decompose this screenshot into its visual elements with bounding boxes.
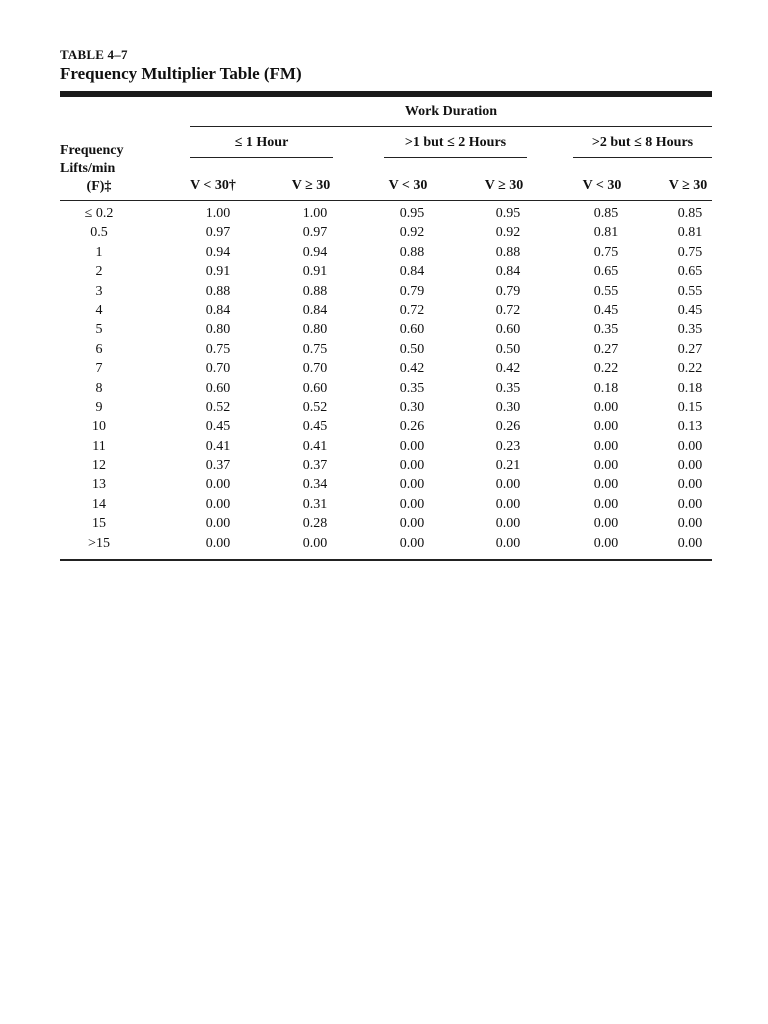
multiplier-cell: 0.88 <box>399 244 425 260</box>
frequency-cell: 9 <box>95 399 103 415</box>
frequency-cell: 6 <box>95 341 103 357</box>
subcolumn-heading: V < 30† <box>190 178 236 193</box>
f-symbol-label: (F)‡ <box>86 179 112 194</box>
multiplier-cell: 0.75 <box>593 244 619 260</box>
multiplier-cell: 0.00 <box>205 516 231 532</box>
table-body <box>60 206 712 555</box>
multiplier-cell: 0.42 <box>399 361 425 377</box>
multiplier-cell: 0.00 <box>302 535 328 551</box>
multiplier-cell: 0.45 <box>302 419 328 435</box>
multiplier-cell: 0.91 <box>302 264 328 280</box>
table-row <box>60 303 712 322</box>
multiplier-cell: 0.00 <box>205 535 231 551</box>
table-bottom-rule <box>60 559 712 561</box>
multiplier-cell: 0.35 <box>399 380 425 396</box>
multiplier-cell: 0.00 <box>495 516 521 532</box>
frequency-cell: 2 <box>95 264 103 280</box>
table-label: TABLE 4–7 <box>60 47 128 62</box>
multiplier-cell: 0.00 <box>495 535 521 551</box>
multiplier-cell: 0.00 <box>205 496 231 512</box>
frequency-cell: 0.5 <box>90 225 108 241</box>
frequency-cell: ≤ 0.2 <box>84 206 114 221</box>
table-row <box>60 477 712 496</box>
table-row <box>60 516 712 535</box>
multiplier-cell: 0.00 <box>399 477 425 493</box>
multiplier-cell: 0.27 <box>677 341 703 357</box>
multiplier-cell: 0.00 <box>593 535 619 551</box>
multiplier-cell: 0.72 <box>399 302 425 318</box>
multiplier-cell: 0.70 <box>302 361 328 377</box>
header-thick-rule <box>60 91 712 97</box>
group-rule-1-hour <box>190 157 333 158</box>
multiplier-cell: 0.60 <box>495 322 521 338</box>
multiplier-cell: 0.00 <box>593 477 619 493</box>
group-rule-1-to-2-hours <box>384 157 527 158</box>
multiplier-cell: 0.37 <box>302 458 328 474</box>
multiplier-cell: 0.00 <box>677 458 703 474</box>
multiplier-cell: 0.30 <box>399 399 425 415</box>
multiplier-cell: 0.88 <box>205 283 231 299</box>
frequency-cell: 14 <box>92 496 106 512</box>
multiplier-cell: 0.00 <box>593 496 619 512</box>
frequency-cell: 5 <box>95 322 103 338</box>
multiplier-cell: 0.95 <box>399 206 425 221</box>
multiplier-cell: 0.00 <box>495 477 521 493</box>
multiplier-cell: 0.84 <box>205 302 231 318</box>
multiplier-cell: 0.41 <box>205 438 231 454</box>
lifts-per-min-label: Lifts/min <box>60 161 116 176</box>
frequency-cell: >15 <box>88 535 110 551</box>
multiplier-cell: 0.80 <box>302 322 328 338</box>
multiplier-cell: 0.34 <box>302 477 328 493</box>
multiplier-cell: 0.97 <box>302 225 328 241</box>
multiplier-cell: 0.00 <box>205 477 231 493</box>
multiplier-cell: 0.60 <box>205 380 231 396</box>
multiplier-cell: 0.00 <box>677 477 703 493</box>
multiplier-cell: 0.35 <box>677 322 703 338</box>
multiplier-cell: 0.15 <box>677 399 703 415</box>
multiplier-cell: 0.84 <box>495 264 521 280</box>
multiplier-cell: 0.81 <box>677 225 703 241</box>
multiplier-cell: 0.00 <box>399 516 425 532</box>
multiplier-cell: 0.18 <box>677 380 703 396</box>
multiplier-cell: 0.21 <box>495 458 521 474</box>
multiplier-cell: 0.00 <box>495 496 521 512</box>
multiplier-cell: 0.52 <box>302 399 328 415</box>
multiplier-cell: 0.00 <box>677 438 703 454</box>
frequency-cell: 12 <box>92 458 106 474</box>
multiplier-cell: 0.41 <box>302 438 328 454</box>
multiplier-cell: 0.00 <box>399 535 425 551</box>
multiplier-cell: 0.45 <box>205 419 231 435</box>
multiplier-cell: 0.60 <box>302 380 328 396</box>
multiplier-cell: 0.65 <box>677 264 703 280</box>
frequency-cell: 3 <box>95 283 103 299</box>
multiplier-cell: 0.13 <box>677 419 703 435</box>
multiplier-cell: 0.75 <box>677 244 703 260</box>
frequency-cell: 15 <box>92 516 106 532</box>
multiplier-cell: 0.55 <box>677 283 703 299</box>
multiplier-cell: 0.26 <box>399 419 425 435</box>
multiplier-cell: 0.84 <box>399 264 425 280</box>
group-heading-2-to-8-hours: >2 but ≤ 8 Hours <box>591 135 694 150</box>
multiplier-cell: 0.65 <box>593 264 619 280</box>
multiplier-cell: 0.28 <box>302 516 328 532</box>
multiplier-cell: 0.72 <box>495 302 521 318</box>
table-row <box>60 536 712 555</box>
multiplier-cell: 0.95 <box>495 206 521 221</box>
multiplier-cell: 0.75 <box>302 341 328 357</box>
multiplier-cell: 0.55 <box>593 283 619 299</box>
multiplier-cell: 0.79 <box>399 283 425 299</box>
multiplier-cell: 0.88 <box>302 283 328 299</box>
multiplier-cell: 0.00 <box>677 496 703 512</box>
table-row <box>60 322 712 341</box>
multiplier-cell: 0.00 <box>677 535 703 551</box>
table-row <box>60 381 712 400</box>
work-duration-heading: Work Duration <box>404 104 498 119</box>
multiplier-cell: 0.35 <box>593 322 619 338</box>
multiplier-cell: 0.50 <box>399 341 425 357</box>
multiplier-cell: 0.85 <box>677 206 703 221</box>
table-row <box>60 342 712 361</box>
multiplier-cell: 0.94 <box>205 244 231 260</box>
table-row <box>60 245 712 264</box>
table-row <box>60 400 712 419</box>
multiplier-cell: 0.18 <box>593 380 619 396</box>
subcolumn-heading: V < 30 <box>582 178 622 193</box>
subcolumn-heading: V ≥ 30 <box>668 178 708 193</box>
multiplier-cell: 0.70 <box>205 361 231 377</box>
multiplier-cell: 1.00 <box>302 206 328 221</box>
multiplier-cell: 0.91 <box>205 264 231 280</box>
table-row <box>60 419 712 438</box>
table-row <box>60 225 712 244</box>
table-row <box>60 264 712 283</box>
table-row <box>60 284 712 303</box>
work-duration-rule <box>190 126 712 127</box>
frequency-label: Frequency <box>60 143 124 158</box>
multiplier-cell: 0.45 <box>677 302 703 318</box>
multiplier-cell: 0.45 <box>593 302 619 318</box>
multiplier-cell: 0.75 <box>205 341 231 357</box>
table-row <box>60 206 712 225</box>
multiplier-cell: 0.30 <box>495 399 521 415</box>
column-header-rule <box>60 200 712 201</box>
multiplier-cell: 0.35 <box>495 380 521 396</box>
multiplier-cell: 0.50 <box>495 341 521 357</box>
multiplier-cell: 0.80 <box>205 322 231 338</box>
multiplier-cell: 0.85 <box>593 206 619 221</box>
multiplier-cell: 0.84 <box>302 302 328 318</box>
group-heading-1-to-2-hours: >1 but ≤ 2 Hours <box>404 135 507 150</box>
multiplier-cell: 0.26 <box>495 419 521 435</box>
table-title: Frequency Multiplier Table (FM) <box>60 64 302 83</box>
multiplier-cell: 1.00 <box>205 206 231 221</box>
frequency-cell: 8 <box>95 380 103 396</box>
multiplier-cell: 0.00 <box>593 419 619 435</box>
group-rule-2-to-8-hours <box>573 157 712 158</box>
multiplier-cell: 0.00 <box>399 458 425 474</box>
multiplier-cell: 0.81 <box>593 225 619 241</box>
multiplier-cell: 0.97 <box>205 225 231 241</box>
multiplier-cell: 0.79 <box>495 283 521 299</box>
frequency-cell: 7 <box>95 361 103 377</box>
group-heading-1-hour: ≤ 1 Hour <box>234 135 289 150</box>
multiplier-cell: 0.00 <box>593 516 619 532</box>
frequency-cell: 13 <box>92 477 106 493</box>
multiplier-cell: 0.37 <box>205 458 231 474</box>
frequency-column-heading <box>60 142 140 196</box>
multiplier-cell: 0.22 <box>677 361 703 377</box>
table-row <box>60 458 712 477</box>
frequency-cell: 11 <box>92 438 106 454</box>
multiplier-cell: 0.00 <box>677 516 703 532</box>
multiplier-cell: 0.00 <box>593 458 619 474</box>
multiplier-cell: 0.31 <box>302 496 328 512</box>
frequency-cell: 4 <box>95 302 103 318</box>
table-row <box>60 439 712 458</box>
multiplier-cell: 0.52 <box>205 399 231 415</box>
multiplier-cell: 0.00 <box>399 496 425 512</box>
subcolumn-heading: V ≥ 30 <box>484 178 524 193</box>
multiplier-cell: 0.00 <box>399 438 425 454</box>
table-row <box>60 497 712 516</box>
frequency-cell: 1 <box>95 244 103 260</box>
multiplier-cell: 0.23 <box>495 438 521 454</box>
subcolumn-heading: V < 30 <box>388 178 428 193</box>
multiplier-cell: 0.27 <box>593 341 619 357</box>
multiplier-cell: 0.00 <box>593 438 619 454</box>
multiplier-cell: 0.42 <box>495 361 521 377</box>
frequency-cell: 10 <box>92 419 106 435</box>
multiplier-cell: 0.92 <box>399 225 425 241</box>
multiplier-cell: 0.94 <box>302 244 328 260</box>
multiplier-cell: 0.22 <box>593 361 619 377</box>
table-row <box>60 361 712 380</box>
multiplier-cell: 0.00 <box>593 399 619 415</box>
multiplier-cell: 0.60 <box>399 322 425 338</box>
subcolumn-heading: V ≥ 30 <box>291 178 331 193</box>
multiplier-cell: 0.88 <box>495 244 521 260</box>
multiplier-cell: 0.92 <box>495 225 521 241</box>
